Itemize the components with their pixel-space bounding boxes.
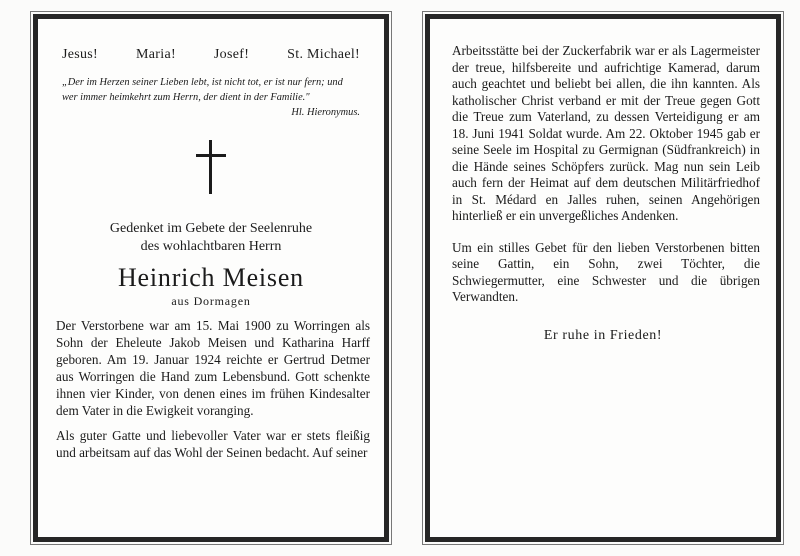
biography-paragraph-3: Arbeitsstätte bei der Zuckerfabrik war er als Lagermeister der treue, hilfsbereite und aufrichtige Kamerad, darum auch geachtet und beliebt bei allen, die ihn kannten. Als katholischer Christ verband er mit der Treue gegen Gott die Treue zum Vaterland, zu dessen Verteidigung er am 18. Juni 1941 Soldat wurde. Am 22. Oktober 1945 gab er seine Seele im Hospital zu Germignan (Südfrankreich) in die Hände seines Schöpfers zurück. Mag nun sein Leib auch fern der Heimat auf dem deutschen Militärfriedhof in St. Médard en Jalles ruhen, seinen Angehörigen hinterließ er ein unvergeßliches Andenken. (452, 43, 760, 223)
deceased-name: Heinrich Meisen (117, 263, 304, 292)
biography-back (452, 43, 760, 306)
prayer-line-2: des wohlachtbaren Herrn (140, 239, 282, 254)
saint-josef: Josef! (213, 47, 250, 62)
saint-michael: St. Michael! (287, 47, 360, 62)
prayer-line-1: Gedenket im Gebete der Seelenruhe (109, 221, 313, 236)
saint-jesus: Jesus! (62, 47, 99, 62)
biography-front (56, 317, 370, 461)
biography-paragraph-1: Der Verstorbene war am 15. Mai 1900 zu Worringen als Sohn der Eheleute Jakob Meisen und Katharina Harff geboren. Am 19. Januar 1924 reichte er Gertrud Detmer aus Worringen die Hand zum Lebensbund. Gott schenkte ihnen vier Kinder, von denen eines im frühen Kindesalter dem Vater in die Ewigkeit voranging. (56, 318, 370, 418)
prayer-request: Um ein stilles Gebet für den lieben Verstorbenen bitten seine Gattin, ein Sohn, zwei Töchter, die Schwiegermutter, eine Schwester und die übrigen Verwandten. (452, 239, 760, 304)
biography-paragraph-2: Als guter Gatte und liebevoller Vater war er stets fleißig und arbeitsam auf das Wohl der Seinen bedacht. Auf seiner (56, 428, 370, 460)
quote-author: Hl. Hieronymus. (291, 107, 360, 118)
closing-blessing: Er ruhe in Frieden! (543, 327, 663, 343)
deceased-origin: aus Dormagen (171, 294, 251, 308)
memorial-card-back (425, 14, 781, 542)
saint-maria: Maria! (136, 47, 176, 62)
quote-text: „Der im Herzen seiner Lieben lebt, ist nicht tot, er ist nur fern; und wer immer heimkehrt zum Herrn, der dient in der Familie." (62, 77, 343, 103)
prayer-heading (38, 220, 384, 256)
memorial-card-front (33, 14, 389, 542)
cross-icon (196, 140, 226, 194)
saints-invocation (62, 47, 360, 63)
scripture-quote (62, 75, 360, 120)
